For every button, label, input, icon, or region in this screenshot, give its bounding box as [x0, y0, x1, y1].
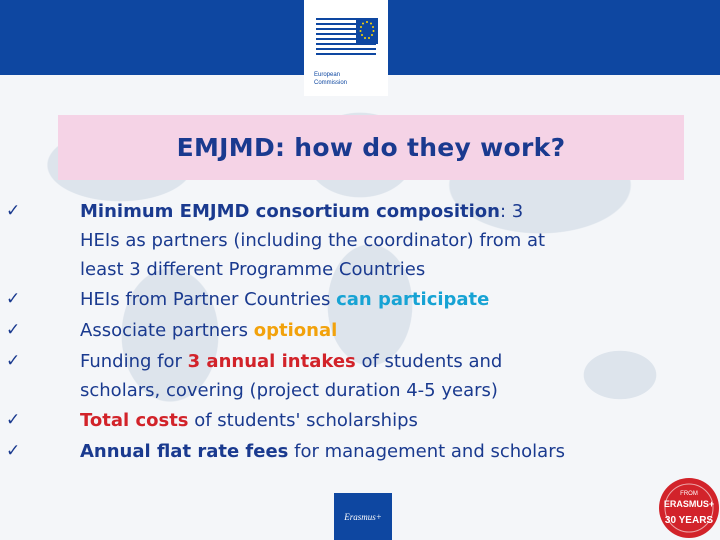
anniv-line-1: FROM — [680, 491, 698, 497]
bullet-line: scholars, covering (project duration 4-5 years) — [80, 380, 498, 401]
erasmus-label: Erasmus+ — [344, 511, 382, 522]
check-icon: ✓ — [6, 441, 21, 461]
bullet-emphasis: Annual flat rate fees — [80, 441, 289, 462]
anniv-line-2: ERASMUS+ — [663, 499, 715, 509]
check-icon: ✓ — [6, 410, 21, 430]
bullet-line — [80, 347, 710, 376]
logo-line-1: European — [314, 72, 341, 78]
bullet-text: Associate partners — [80, 320, 254, 341]
bullet-line: HEIs as partners (including the coordinator) from at — [80, 230, 546, 251]
erasmus-plus-logo — [334, 493, 392, 540]
bullet-emphasis: 3 annual intakes — [187, 351, 356, 372]
bullet-text: : 3 — [500, 201, 524, 222]
title-banner — [58, 115, 684, 180]
bullet-line — [80, 197, 710, 226]
bullet-text: HEIs from Partner Countries — [80, 289, 337, 310]
bullet-line — [80, 316, 710, 345]
page-title: EMJMD: how do they work? — [176, 133, 566, 162]
bullet-emphasis: can participate — [336, 289, 490, 310]
commission-building-icon — [314, 14, 378, 58]
bullet-line — [80, 437, 710, 466]
logo-line-2: Commission — [314, 80, 348, 86]
bullet-emphasis: optional — [253, 320, 338, 341]
logo-text — [314, 71, 384, 87]
check-icon: ✓ — [6, 351, 21, 371]
bullet-text: of students and — [355, 351, 503, 372]
bullet-line — [80, 285, 710, 314]
check-icon: ✓ — [6, 201, 21, 221]
check-icon: ✓ — [6, 289, 21, 309]
bullet-line — [80, 406, 710, 435]
erasmus-30-years-badge — [658, 476, 720, 540]
bullet-text: of students' scholarships — [188, 410, 418, 431]
anniv-line-3: 30 YEARS — [664, 515, 714, 526]
bullet-emphasis: Minimum EMJMD consortium composition — [80, 201, 500, 222]
bullet-text: for management and scholars — [288, 441, 565, 462]
bullet-emphasis: Total costs — [80, 410, 189, 431]
bullet-text: Funding for — [80, 351, 188, 372]
european-commission-logo — [304, 0, 388, 96]
check-icon: ✓ — [6, 320, 21, 340]
bullet-line: least 3 different Programme Countries — [80, 259, 426, 280]
